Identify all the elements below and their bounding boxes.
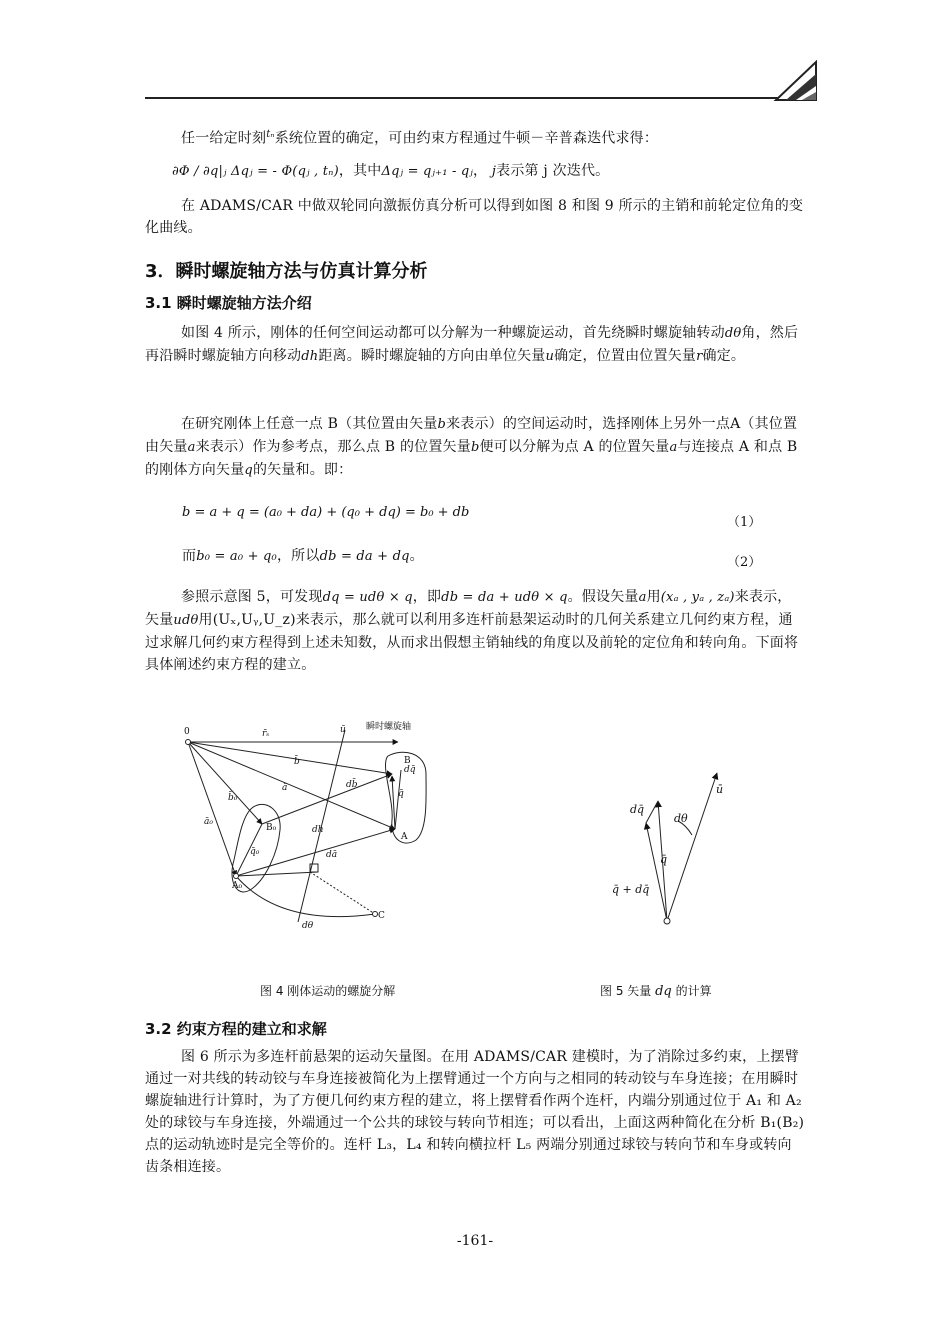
equation-newton: ∂Φ / ∂q|ⱼ Δqⱼ = - Φ(qⱼ , tₙ) (172, 164, 339, 179)
text-span: 的矢量和。即： (252, 462, 353, 478)
paragraph-point-b (145, 413, 805, 482)
text-span: 用(Uₓ,Uᵧ,U_z)来表示，那么就可以利用多连杆前悬架运动时的几何关系建立几何约束方程，通过求解几何约束方程得到上述未知数，从而求出假想主销轴线的角度以及前轮的定位角和转向角。下面将具体阐述约束方程的建立。 (145, 612, 799, 673)
vector-q (392, 776, 395, 829)
label-b: b̄ (294, 757, 300, 767)
paragraph-adams: 在 ADAMS/CAR 中做双轮同向激振仿真分析可以得到如图 8 和图 9 所示的主销和前轮定位角的变化曲线。 (145, 198, 804, 236)
text-span: 任一给定时刻 (181, 130, 267, 147)
equation-newton-line: ∂Φ / ∂q|ⱼ Δqⱼ = - Φ(qⱼ , tₙ)，其中Δqⱼ = qⱼ₊₁ - qⱼ， j表示第 j 次迭代。 (172, 163, 610, 179)
label-A0: A₀ (232, 881, 243, 891)
text-span: 在研究刚体上任意一点 B（其位置由矢量 (181, 416, 438, 432)
label-dtheta: dθ (302, 921, 314, 931)
logo-icon (772, 60, 820, 102)
label-q-plus-dq: q̄ + dq̄ (612, 883, 650, 896)
text-span: 而 (182, 548, 197, 564)
label-o: 0 (184, 727, 190, 737)
label-C: C (378, 911, 385, 921)
page-number: -161- (456, 1233, 494, 1249)
paragraph-screw-intro (145, 322, 805, 368)
section-heading-3-2: 3.2 约束方程的建立和求解 (145, 1020, 327, 1038)
label-q: q̄ (398, 789, 404, 799)
text-span: ，即 (412, 589, 442, 605)
text-span: 确定。 (702, 348, 746, 364)
text-span: A（其位置由矢量 (145, 416, 798, 455)
symbol-dq: dq (655, 984, 672, 999)
label-db: db̄ (346, 780, 358, 790)
equation-2b: db = da + dq (319, 549, 410, 564)
label-u: ū (716, 783, 724, 796)
label-dq: dq̄ (404, 765, 416, 775)
text-span: 来表示）的空间运动时，选择刚体上另外一点 (446, 416, 731, 432)
point-c (373, 912, 378, 917)
equation-dq: dq = udθ × q (322, 590, 413, 605)
header-rule (145, 97, 780, 99)
label-dh: dh (312, 825, 324, 835)
paragraph-constraint-intro (145, 586, 805, 676)
text-span: 确定，位置由 (554, 348, 640, 364)
text-span: ，其中 (338, 163, 382, 179)
text-span: 与连接点 A 和点 B 的刚体方向矢量 (145, 439, 798, 478)
paragraph-newton (145, 124, 805, 150)
label-a: ā (282, 783, 288, 793)
label-A: A (401, 832, 408, 842)
vector-dq (395, 770, 401, 829)
equation-delta: Δqⱼ = qⱼ₊₁ - qⱼ (381, 164, 474, 179)
label-dq: dq̄ (630, 803, 645, 816)
figure-4-diagram (170, 712, 440, 934)
equation-xyz: (xₐ , yₐ , zₐ) (660, 590, 735, 605)
equation-1-number: （1） (727, 515, 762, 530)
text-span: 。 (409, 548, 424, 564)
text-span: 的计算 (675, 984, 712, 998)
symbol-b: b (437, 417, 447, 432)
point-origin (664, 918, 670, 924)
vector-b0 (188, 742, 262, 824)
text-span: 便可以分解为点 A 的位置矢 (479, 439, 656, 455)
equation-1: b = a + q = (a₀ + da) + (q₀ + dq) = b₀ + db (182, 505, 470, 520)
vector-a (188, 742, 395, 829)
label-dtheta: dθ (674, 812, 688, 825)
text-span: 。假设矢量 (567, 589, 639, 605)
symbol-a: a (669, 440, 678, 455)
symbol-q: q (244, 463, 253, 478)
label-rs: r̄ₛ (262, 729, 270, 739)
rotation-arc (236, 876, 375, 917)
text-span: 来表示，矢量 (145, 589, 792, 628)
label-q0: q̄₀ (250, 847, 260, 857)
symbol-a: a (638, 590, 647, 605)
vector-dq (646, 801, 658, 823)
radius-line (310, 872, 375, 914)
text-span: 系统位置的确定，可由约束方程通过牛顿－辛普森迭代求得： (274, 130, 659, 147)
text-span: 位置矢量 (639, 348, 697, 364)
text-span: 参照示意图 5，可发现 (181, 589, 323, 605)
point-a0 (234, 874, 239, 879)
symbol-a: a (187, 440, 196, 455)
label-da: dā (326, 850, 338, 860)
equation-2-number: （2） (727, 555, 762, 570)
figure-4-caption: 图 4 刚体运动的螺旋分解 (260, 984, 396, 998)
vector-b (188, 742, 392, 774)
equation-2-line (182, 545, 722, 568)
paragraph-multilink: 图 6 所示为多连杆前悬架的运动矢量图。在用 ADAMS/CAR 建模时，为了消除过多约束，上摆臂通过一对共线的转动铰与车身连接被简化为上摆臂通过一个方向与之相同的转动铰与车身连接；在用瞬时螺旋轴进行计算时，为了方便几何约束方程的建立，将上摆臂看作两个连杆，内端分别通过位于 A₁ 和 A₂ 处的球铰与车身连接，外端通过一个公共的球铰与转向节相连；可以看出，上面这两种简化在分析 B₁(B₂)点的运动轨迹时是完全等价的。连杆 L₃，L₄ 和转向横拉杆 L₅ 两端分别通过球铰与转向节和车身或转向齿条相连接。 (145, 1049, 805, 1175)
text-span: 表示第 j 次迭代。 (496, 163, 610, 179)
label-B: B (404, 756, 411, 766)
label-axis: 瞬时螺旋轴 (366, 722, 412, 732)
vector-a0 (188, 742, 236, 876)
text-span: 来表示）作为参考点，那么点 B 的位置矢量 (195, 439, 471, 455)
symbol-dh: dh (301, 349, 319, 364)
figure-5-diagram (600, 765, 740, 935)
symbol-dtheta: dθ (724, 326, 742, 341)
text-span: 量 (655, 439, 670, 455)
text-span: 图 5 矢量 (600, 984, 652, 998)
text-span: 距离。瞬时螺旋轴的方向由单位矢量 (318, 348, 546, 364)
vector-u (667, 773, 717, 921)
section-heading-3-1: 3.1 瞬时螺旋轴方法介绍 (145, 294, 312, 312)
label-B0: B₀ (266, 823, 277, 833)
section-heading-3: 3．瞬时螺旋轴方法与仿真计算分析 (145, 261, 428, 282)
equation-db: db = da + udθ × q (441, 590, 568, 605)
symbol-udtheta: udθ (173, 613, 199, 628)
symbol-b: b (470, 440, 480, 455)
symbol-u: u (545, 349, 555, 364)
symbol-j: j (491, 164, 497, 179)
label-b0: b̄₀ (228, 793, 238, 803)
equation-2a: b₀ = a₀ + q₀ (196, 549, 277, 564)
symbol-tn: tₙ (266, 129, 275, 140)
label-a0: ā₀ (204, 817, 213, 827)
symbol-r: r (696, 349, 703, 364)
text-span: ，所以 (276, 548, 320, 564)
text-span: 如图 4 所示，刚体的任何空间运动都可以分解为一种螺旋运动，首先绕瞬时螺旋轴转动 (181, 325, 725, 341)
point-origin (186, 740, 191, 745)
vector-q (646, 823, 667, 921)
label-u: ū (340, 725, 346, 735)
text-span: 角，然后再沿瞬时螺旋轴方向移动 (145, 325, 799, 364)
label-q: q̄ (660, 853, 668, 866)
text-span: 用 (646, 589, 661, 605)
figure-5-caption (600, 982, 712, 999)
